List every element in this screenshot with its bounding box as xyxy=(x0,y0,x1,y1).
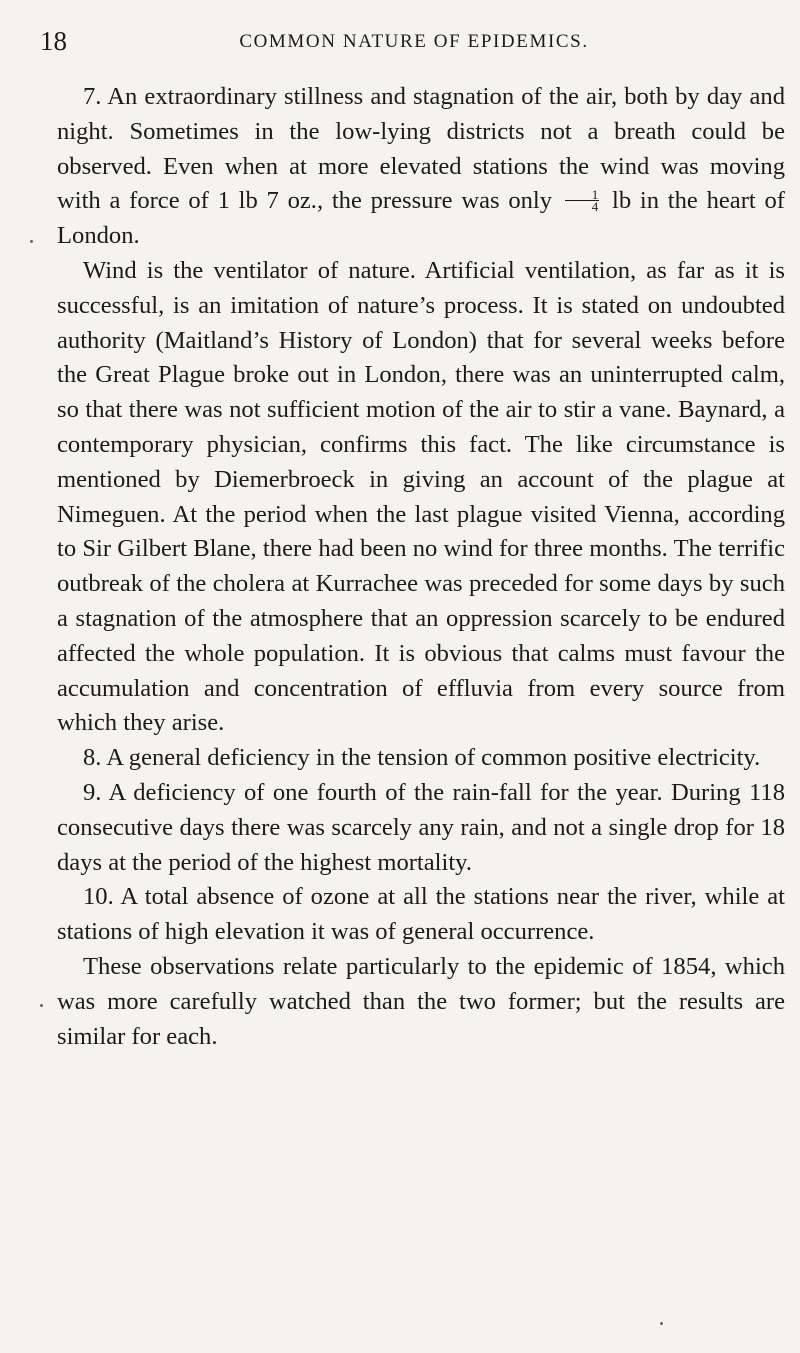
paragraph-observations: These observations relate particularly to the epidemic of 1854, which was more carefully watched than the two former; but the results are similar for each. xyxy=(57,952,785,1050)
running-head xyxy=(40,24,760,60)
paper-speck xyxy=(660,1322,663,1325)
paragraph-7-text-continued: lb in the heart of London. xyxy=(57,187,785,250)
paragraph-item-9: 9. A deficiency of one fourth of the rain-fall for the year. During 118 consecutive days there was scarcely any rain, and not a single drop for 18 days at the period of the highest mortality. xyxy=(57,778,785,876)
one-quarter-fraction xyxy=(565,187,600,215)
paragraph-item-7 xyxy=(57,80,785,254)
fraction-numerator: 1 xyxy=(565,189,600,201)
paper-speck xyxy=(30,240,33,243)
page-number: 18 xyxy=(40,26,67,56)
running-title: COMMON NATURE OF EPIDEMICS. xyxy=(239,31,589,52)
body-text xyxy=(57,80,785,1054)
paragraph-wind-ventilator: Wind is the ventilator of nature. Artificial ventilation, as far as it is successful, is an imitation of nature’s process. It is stated on undoubted authority (Maitland’s History of London) that for several weeks before the Great Plague broke out in London, there was an uninterrupted calm, so that there was not sufficient motion of the air to stir a vane. Baynard, a contemporary physician, confirms this fact. The like circumstance is mentioned by Diemerbroeck in giving an account of the plague at Nimeguen. At the period when the last plague visited Vienna, according to Sir Gilbert Blane, there had been no wind for three months. The terrific outbreak of the cholera at Kurrachee was preceded for some days by such a stagnation of the atmosphere that an oppression scarcely to be endured affected the whole population. It is obvious that calms must favour the accumulation and concentration of effluvia from every source from which they arise. xyxy=(57,256,785,737)
fraction-denominator: 4 xyxy=(591,199,599,215)
paragraph-item-8: 8. A general deficiency in the tension of common positive electricity. xyxy=(83,744,761,772)
paragraph-item-10: 10. A total absence of ozone at all the stations near the river, while at stations of high elevation it was of general occurrence. xyxy=(57,883,785,946)
paper-speck xyxy=(40,1004,43,1007)
paragraph-7-text: 7. An extraordinary stillness and stagnation of the air, both by day and night. Sometimes in the low-lying districts not a breath could be observed. Even when at more elevated stations the wind was moving with a force of 1 lb 7 oz., the pressure was only xyxy=(57,83,785,215)
